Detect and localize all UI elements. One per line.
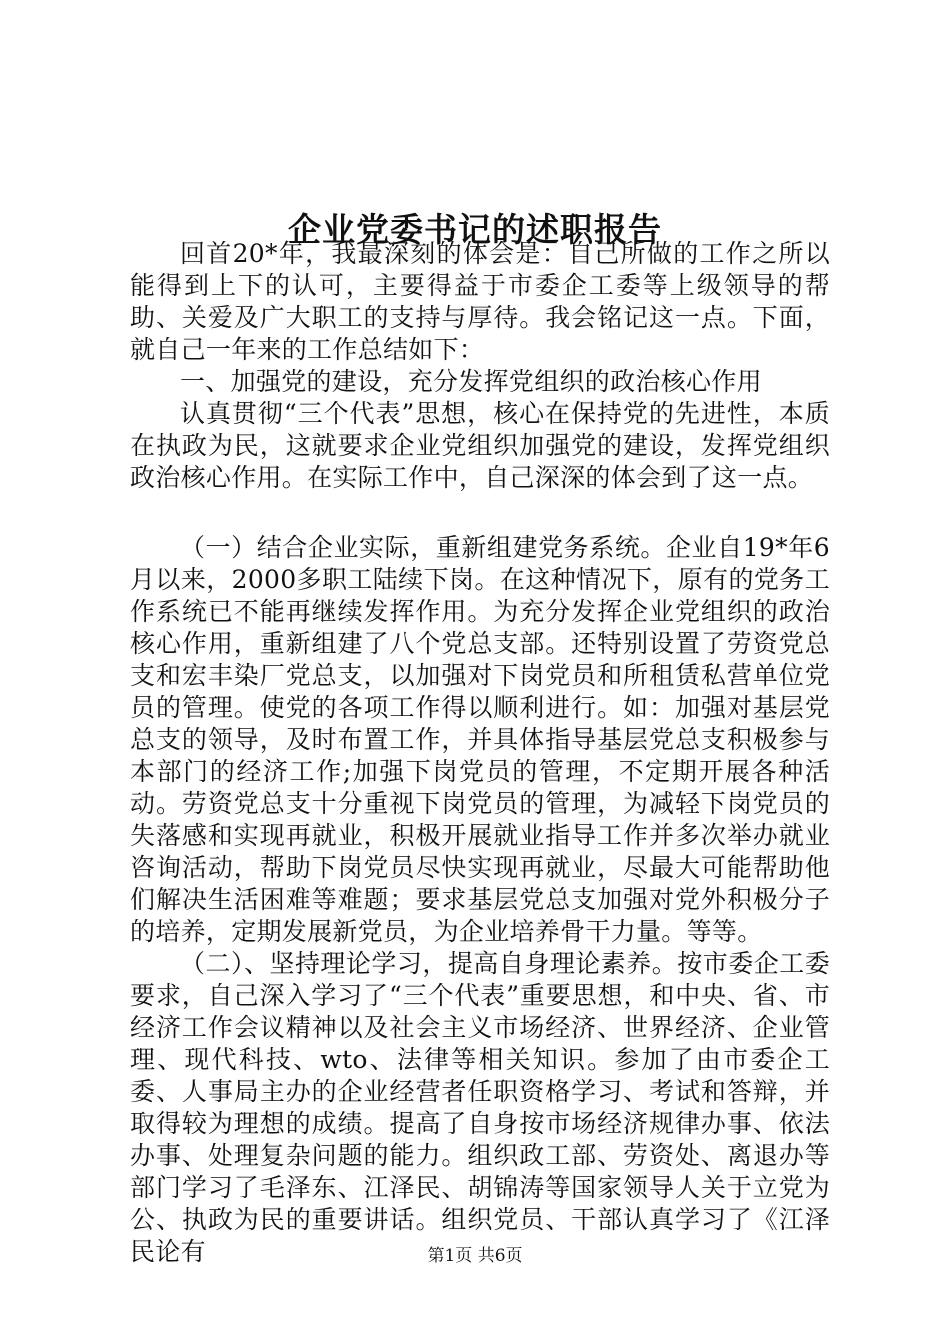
document-body (130, 238, 830, 1268)
paragraph-subsection-1: （一）结合企业实际，重新组建党务系统。企业自19*年6月以来，2000多职工陆续下岗。在这种情况下，原有的党务工作系统已不能再继续发挥作用。为充分发挥企业党组织的政治核心作用，重新组建了八个党总支部。还特别设置了劳资党总支和宏丰染厂党总支，以加强对下岗党员和所租赁私营单位党员的管理。使党的各项工作得以顺利进行。如：加强对基层党总支的领导，及时布置工作，并具体指导基层党总支积极参与本部门的经济工作;加强下岗党员的管理，不定期开展各种活动。劳资党总支十分重视下岗党员的管理，为减轻下岗党员的失落感和实现再就业，积极开展就业指导工作并多次举办就业咨询活动，帮助下岗党员尽快实现再就业，尽最大可能帮助他们解决生活困难等难题；要求基层党总支加强对党外积极分子的培养，定期发展新党员，为企业培养骨干力量。等等。 (130, 533, 830, 946)
paragraph-section-1: 认真贯彻“三个代表”思想，核心在保持党的先进性，本质在执政为民，这就要求企业党组织加强党的建设，发挥党组织政治核心作用。在实际工作中，自己深深的体会到了这一点。 (130, 399, 830, 492)
section-heading-1: 一、加强党的建设，充分发挥党组织的政治核心作用 (180, 367, 762, 396)
paragraph-intro: 回首20*年，我最深刻的体会是：自己所做的工作之所以能得到上下的认可，主要得益于市委企工委等上级领导的帮助、关爱及广大职工的支持与厚待。我会铭记这一点。下面，就自己一年来的工作总结如下： (130, 239, 830, 364)
paragraph-subsection-2: （二）、坚持理论学习，提高自身理论素养。按市委企工委要求，自己深入学习了“三个代表”重要思想，和中央、省、市经济工作会议精神以及社会主义市场经济、世界经济、企业管理、现代科技、wto、法律等相关知识。参加了由市委企工委、人事局主办的企业经营者任职资格学习、考试和答辩，并取得较为理想的成绩。提高了自身按市场经济规律办事、依法办事、处理复杂问题的能力。组织政工部、劳资处、离退办等部门学习了毛泽东、江泽民、胡锦涛等国家领导人关于立党为公、执政为民的重要讲话。组织党员、干部认真学习了《江泽民论有 (130, 949, 830, 1266)
page-footer: 第1页 共6页 (427, 1246, 523, 1266)
document-title: 企业党委书记的述职报告 (288, 210, 662, 250)
